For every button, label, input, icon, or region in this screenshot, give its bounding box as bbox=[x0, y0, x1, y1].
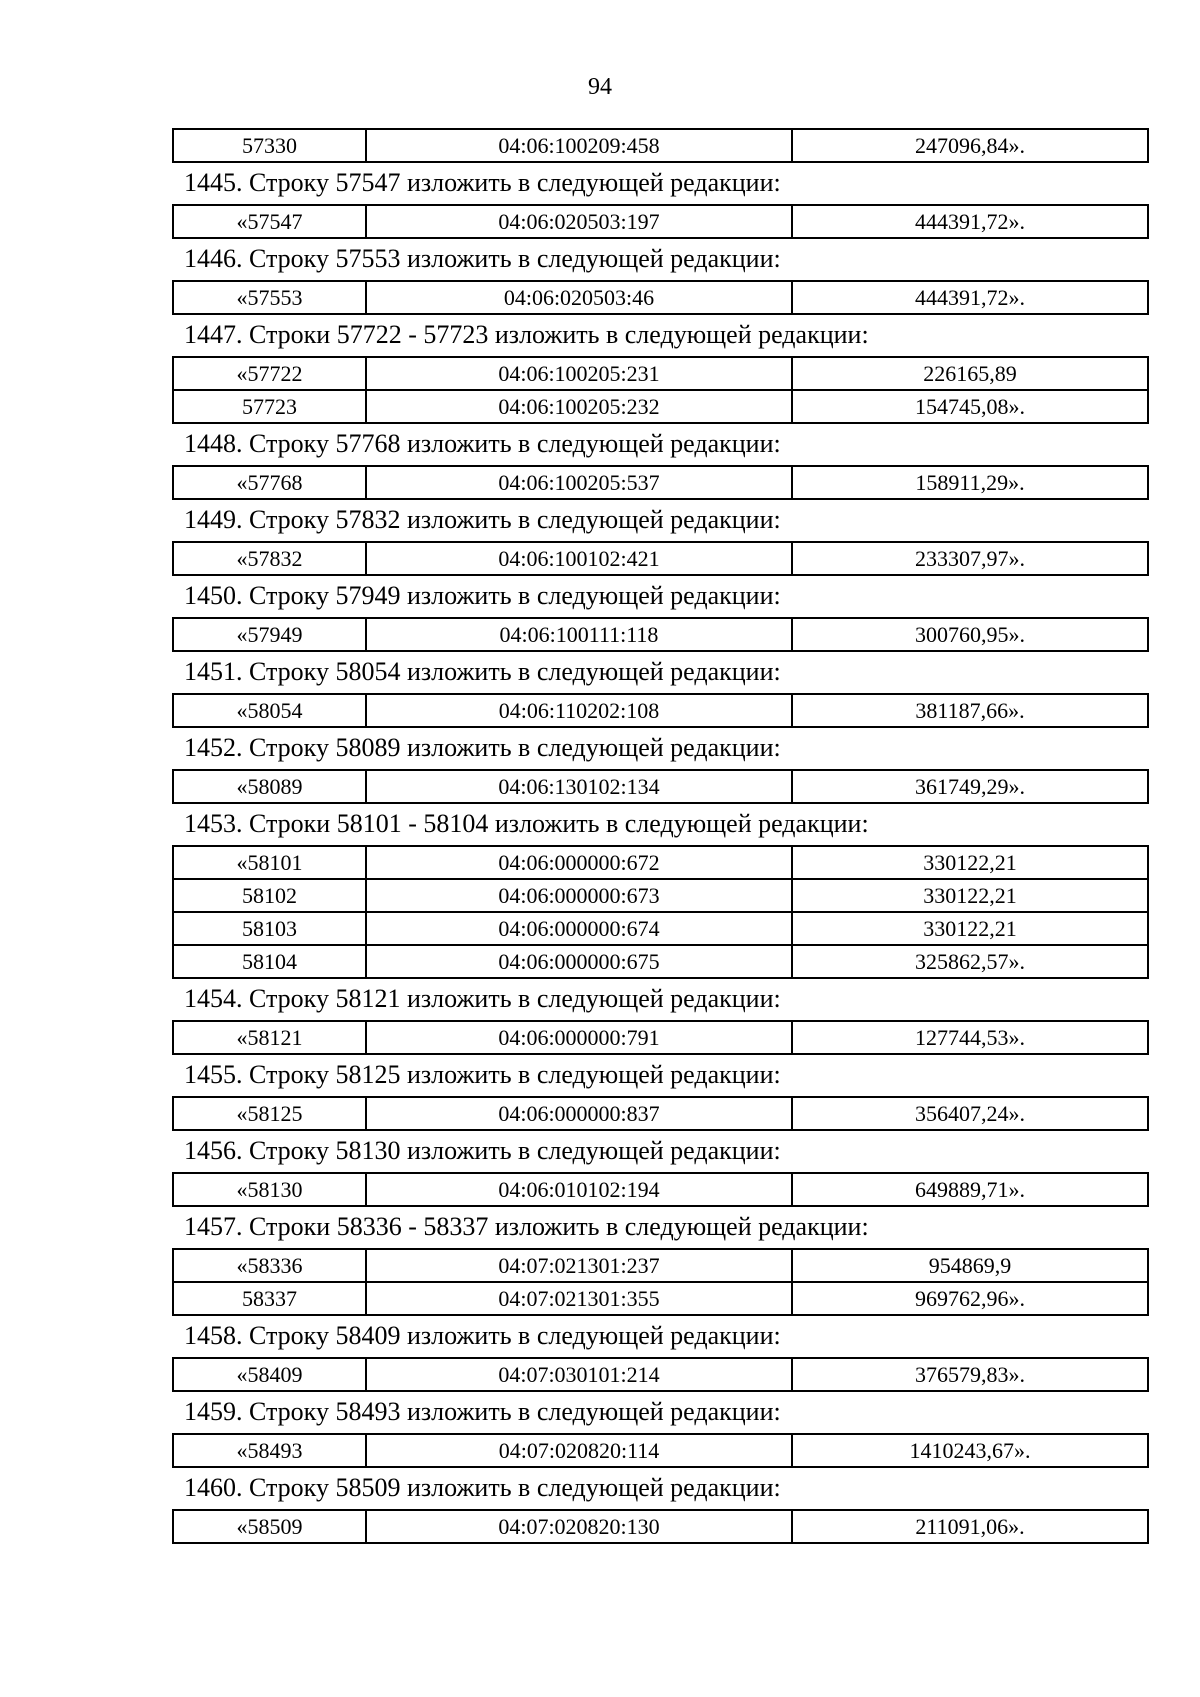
value-cell: 154745,08». bbox=[792, 390, 1148, 423]
amendment-table bbox=[172, 1509, 1149, 1544]
cadastral-number-cell: 04:06:000000:675 bbox=[366, 945, 792, 978]
value-cell: 330122,21 bbox=[792, 912, 1148, 945]
amendment-heading: 1458. Строку 58409 изложить в следующей редакции: bbox=[184, 1321, 781, 1350]
table-row bbox=[173, 1173, 1148, 1206]
amendment-table bbox=[172, 617, 1149, 652]
cadastral-number-cell: 04:06:100205:232 bbox=[366, 390, 792, 423]
table-row bbox=[173, 542, 1148, 575]
amendment-table bbox=[172, 1357, 1149, 1392]
table-row bbox=[173, 466, 1148, 499]
table-row bbox=[173, 879, 1148, 912]
amendment-table bbox=[172, 356, 1149, 424]
amendment-table bbox=[172, 1096, 1149, 1131]
table-row bbox=[173, 770, 1148, 803]
row-number-cell: «58101 bbox=[173, 846, 366, 879]
value-cell: 1410243,67». bbox=[792, 1434, 1148, 1467]
amendment-table bbox=[172, 769, 1149, 804]
cadastral-number-cell: 04:06:100102:421 bbox=[366, 542, 792, 575]
table-row bbox=[173, 1358, 1148, 1391]
value-cell: 649889,71». bbox=[792, 1173, 1148, 1206]
value-cell: 381187,66». bbox=[792, 694, 1148, 727]
amendment-heading: 1454. Строку 58121 изложить в следующей редакции: bbox=[184, 984, 781, 1013]
cadastral-number-cell: 04:06:000000:837 bbox=[366, 1097, 792, 1130]
cadastral-number-cell: 04:06:100111:118 bbox=[366, 618, 792, 651]
value-cell: 211091,06». bbox=[792, 1510, 1148, 1543]
amendment-table bbox=[172, 465, 1149, 500]
amendment-table bbox=[172, 845, 1149, 979]
amendment-table bbox=[172, 204, 1149, 239]
row-number-cell: 58102 bbox=[173, 879, 366, 912]
table-row bbox=[173, 846, 1148, 879]
value-cell: 247096,84». bbox=[792, 129, 1148, 162]
value-cell: 444391,72». bbox=[792, 205, 1148, 238]
document-body bbox=[172, 128, 1147, 1544]
amendment-heading: 1445. Строку 57547 изложить в следующей редакции: bbox=[184, 168, 781, 197]
cadastral-number-cell: 04:06:000000:673 bbox=[366, 879, 792, 912]
amendment-table bbox=[172, 1020, 1149, 1055]
value-cell: 325862,57». bbox=[792, 945, 1148, 978]
table-row bbox=[173, 1249, 1148, 1282]
cadastral-number-cell: 04:06:020503:46 bbox=[366, 281, 792, 314]
cadastral-number-cell: 04:06:100209:458 bbox=[366, 129, 792, 162]
table-row bbox=[173, 1282, 1148, 1315]
cadastral-number-cell: 04:07:030101:214 bbox=[366, 1358, 792, 1391]
amendment-heading: 1453. Строки 58101 - 58104 изложить в следующей редакции: bbox=[184, 809, 869, 838]
amendment-heading: 1446. Строку 57553 изложить в следующей редакции: bbox=[184, 244, 781, 273]
value-cell: 330122,21 bbox=[792, 846, 1148, 879]
table-row bbox=[173, 357, 1148, 390]
table-row bbox=[173, 694, 1148, 727]
cadastral-number-cell: 04:06:010102:194 bbox=[366, 1173, 792, 1206]
row-number-cell: «58509 bbox=[173, 1510, 366, 1543]
row-number-cell: «58130 bbox=[173, 1173, 366, 1206]
row-number-cell: 58337 bbox=[173, 1282, 366, 1315]
row-number-cell: 58104 bbox=[173, 945, 366, 978]
amendment-table bbox=[172, 693, 1149, 728]
row-number-cell: «57768 bbox=[173, 466, 366, 499]
value-cell: 158911,29». bbox=[792, 466, 1148, 499]
amendment-heading: 1455. Строку 58125 изложить в следующей редакции: bbox=[184, 1060, 781, 1089]
amendment-heading: 1452. Строку 58089 изложить в следующей редакции: bbox=[184, 733, 781, 762]
cadastral-number-cell: 04:07:020820:114 bbox=[366, 1434, 792, 1467]
row-number-cell: 58103 bbox=[173, 912, 366, 945]
row-number-cell: «57832 bbox=[173, 542, 366, 575]
value-cell: 444391,72». bbox=[792, 281, 1148, 314]
amendment-table bbox=[172, 128, 1149, 163]
row-number-cell: «57547 bbox=[173, 205, 366, 238]
table-row bbox=[173, 129, 1148, 162]
row-number-cell: 57330 bbox=[173, 129, 366, 162]
amendment-table bbox=[172, 1172, 1149, 1207]
value-cell: 300760,95». bbox=[792, 618, 1148, 651]
page-number: 94 bbox=[588, 74, 612, 100]
amendment-heading: 1456. Строку 58130 изложить в следующей редакции: bbox=[184, 1136, 781, 1165]
amendment-table bbox=[172, 280, 1149, 315]
value-cell: 954869,9 bbox=[792, 1249, 1148, 1282]
row-number-cell: «57949 bbox=[173, 618, 366, 651]
amendment-table bbox=[172, 1433, 1149, 1468]
row-number-cell: «58089 bbox=[173, 770, 366, 803]
amendment-heading: 1457. Строки 58336 - 58337 изложить в следующей редакции: bbox=[184, 1212, 869, 1241]
cadastral-number-cell: 04:07:021301:355 bbox=[366, 1282, 792, 1315]
value-cell: 376579,83». bbox=[792, 1358, 1148, 1391]
amendment-table bbox=[172, 541, 1149, 576]
cadastral-number-cell: 04:06:100205:537 bbox=[366, 466, 792, 499]
table-row bbox=[173, 1097, 1148, 1130]
row-number-cell: «58054 bbox=[173, 694, 366, 727]
amendment-heading: 1459. Строку 58493 изложить в следующей редакции: bbox=[184, 1397, 781, 1426]
amendment-heading: 1460. Строку 58509 изложить в следующей редакции: bbox=[184, 1473, 781, 1502]
row-number-cell: «57553 bbox=[173, 281, 366, 314]
value-cell: 127744,53». bbox=[792, 1021, 1148, 1054]
cadastral-number-cell: 04:06:130102:134 bbox=[366, 770, 792, 803]
value-cell: 226165,89 bbox=[792, 357, 1148, 390]
row-number-cell: «58409 bbox=[173, 1358, 366, 1391]
row-number-cell: «58493 bbox=[173, 1434, 366, 1467]
row-number-cell: «58125 bbox=[173, 1097, 366, 1130]
cadastral-number-cell: 04:06:000000:672 bbox=[366, 846, 792, 879]
table-row bbox=[173, 1434, 1148, 1467]
table-row bbox=[173, 281, 1148, 314]
amendment-heading: 1447. Строки 57722 - 57723 изложить в следующей редакции: bbox=[184, 320, 869, 349]
cadastral-number-cell: 04:07:020820:130 bbox=[366, 1510, 792, 1543]
table-row bbox=[173, 1021, 1148, 1054]
amendment-table bbox=[172, 1248, 1149, 1316]
table-row bbox=[173, 1510, 1148, 1543]
cadastral-number-cell: 04:06:020503:197 bbox=[366, 205, 792, 238]
cadastral-number-cell: 04:06:000000:674 bbox=[366, 912, 792, 945]
table-row bbox=[173, 205, 1148, 238]
value-cell: 356407,24». bbox=[792, 1097, 1148, 1130]
table-row bbox=[173, 945, 1148, 978]
table-row bbox=[173, 390, 1148, 423]
row-number-cell: «58336 bbox=[173, 1249, 366, 1282]
table-row bbox=[173, 912, 1148, 945]
value-cell: 969762,96». bbox=[792, 1282, 1148, 1315]
cadastral-number-cell: 04:06:000000:791 bbox=[366, 1021, 792, 1054]
row-number-cell: 57723 bbox=[173, 390, 366, 423]
amendment-heading: 1448. Строку 57768 изложить в следующей редакции: bbox=[184, 429, 781, 458]
cadastral-number-cell: 04:06:100205:231 bbox=[366, 357, 792, 390]
amendment-heading: 1450. Строку 57949 изложить в следующей редакции: bbox=[184, 581, 781, 610]
cadastral-number-cell: 04:06:110202:108 bbox=[366, 694, 792, 727]
amendment-heading: 1449. Строку 57832 изложить в следующей редакции: bbox=[184, 505, 781, 534]
value-cell: 361749,29». bbox=[792, 770, 1148, 803]
row-number-cell: «57722 bbox=[173, 357, 366, 390]
amendment-heading: 1451. Строку 58054 изложить в следующей редакции: bbox=[184, 657, 781, 686]
value-cell: 233307,97». bbox=[792, 542, 1148, 575]
row-number-cell: «58121 bbox=[173, 1021, 366, 1054]
cadastral-number-cell: 04:07:021301:237 bbox=[366, 1249, 792, 1282]
table-row bbox=[173, 618, 1148, 651]
value-cell: 330122,21 bbox=[792, 879, 1148, 912]
